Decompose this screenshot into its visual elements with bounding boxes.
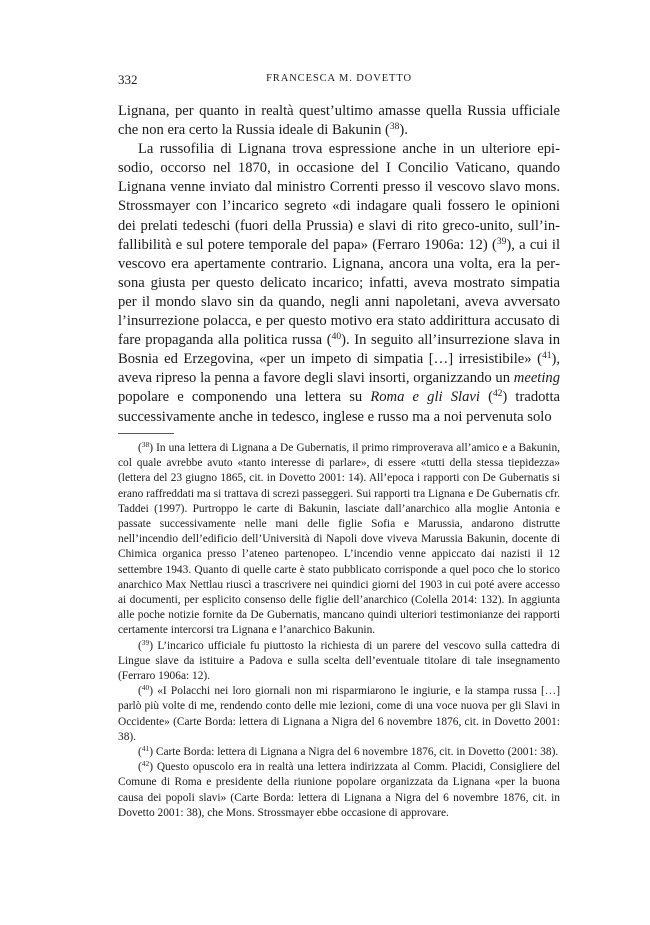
footnote-separator [118, 433, 174, 434]
running-head [118, 72, 560, 88]
footnote-39: ($^{39}$) L’incarico ufficiale fu piuttosto la richiesta di un parere del vescovo sulla cattedra di Lingue slave da istituire a Padova e sulla scelta dell’eventuale titolare di tale insegnamento (Ferraro 1906a: 12). [118, 637, 560, 683]
footnote-number: 38 [141, 439, 150, 449]
footnote-number: 39 [141, 637, 150, 647]
footnote-41: ($^{41}$) Carte Borda: lettera di Lignana a Nigra del 6 novembre 1876, cit. in Dovetto (2001: 38). [138, 744, 559, 759]
footnote-ref-38: 38 [389, 121, 400, 132]
running-title: FRANCESCA M. DOVETTO [266, 73, 412, 84]
paragraph-2: La russofilia di Lignana trova espressione anche in un ulteriore episodio, occorso nel 1870, in occasione del I Concilio Vaticano, quando Lignana venne inviato dal ministro Correnti presso il vescovo slavo mons. Strossmayer con l’incarico segreto «di indagare quali fossero le opinioni dei prelati tedeschi (fuori della Prussia) e slavi di rito greco-unito, sull’infallibilità e sul potere temporale del papa» (Ferraro 1906a: 12) ($^{39}$), a cui il vescovo era apertamente contrario. Lignana, ancora una volta, era la persona giusta per questo delicato incarico; infatti, aveva mostrato simpatia per il mondo slavo sin da quando, negli anni napoletani, aveva avversato l’insurrezione polacca, e per questo motivo era stato addirittura accusato di fare propaganda alla politica russa ($^{40}$). In seguito all’insurrezione slava in Bosnia ed Erzegovina, «per un impeto di simpatia […] irresistibile» ($^{41}$), aveva ripreso la penna a favore degli slavi insorti, organizzando un meeting popolare e componendo una lettera su Roma e gli Slavi ($^{42}$) tradotta successivamente anche in tedesco, inglese e russo ma a noi pervenuta solo [118, 141, 561, 425]
footnote-number: 40 [141, 683, 150, 693]
italic-title: Roma e gli Slavi [370, 389, 480, 406]
footnote-ref-42: 42 [492, 389, 503, 400]
footnote-42: ($^{42}$) Questo opuscolo era in realtà una lettera indirizzata al Comm. Placidi, Consigliere del Comune di Roma e presidente della riunione popolare organizzata da Lignana «per la buona causa dei popoli slavi» (Carte Borda: lettera di Lignana a Nigra del 6 novembre 1876, cit. in Dovetto 2001: 38), che Mons. Strossmayer ebbe occasione di approvare. [118, 759, 560, 819]
page-number: 332 [118, 72, 138, 87]
main-text [118, 102, 560, 427]
footnote-40: ($^{40}$) «I Polacchi nei loro giornali non mi risparmiarono le ingiurie, e la stampa russa […] parlò più volte di me, rendendo conto delle mie lezioni, come di una voce nuova per gli Slavi in Occidente» (Carte Borda: lettera di Lignana a Nigra del 6 novembre 1876, cit. in Dovetto 2001: 38). [118, 683, 560, 743]
footnotes [118, 441, 560, 821]
footnote-number: 41 [141, 744, 150, 753]
footnote-text: Carte Borda: lettera di Lignana a Nigra del 6 novembre 1876, cit. in Dovetto (2001: 38). [155, 746, 559, 759]
footnote-ref-39: 39 [496, 236, 507, 247]
footnote-38: ($^{38}$) In una lettera di Lignana a De Gubernatis, il primo rimproverava all’amico e a Bakunin, col quale avrebbe avuto «tanto interesse di parlare», di essere «tutti della stessa tiepidezza» (lettera del 23 giugno 1865, cit. in Dovetto 2001: 14). All’epoca i rapporti con De Gubernatis si erano raffreddati ma si trattava di screzi passeggeri. Sui rapporti tra Lignana e De Gubernatis cfr. Taddei (1997). Purtroppo le carte di Bakunin, lasciate dall’anarchico alla moglie Antonia e passate successivamente nelle mani delle figlie Sofia e Marussia, andarono distrutte nell’incendio dell’edificio dell’Università di Napoli dove viveva Marussia Bakunin, docente di Chimica organica presso l’ateneo partenopeo. L’incendio venne appiccato dai nazisti il 12 settembre 1943. Quanto di quelle carte è stato pubblicato corrisponde a quel poco che lo storico anarchico Max Nettlau riuscì a trascrivere nei quindici giorni del 1903 in cui poté avere accesso ai documenti, per esplicito consenso delle figlie dell’anarchico (Colella 2014: 132). In aggiunta alle poche notizie fornite da De Gubernatis, mancano quindi ulteriori testimonianze dei rapporti certamente intercorsi tra Lignana e l’anarchico Bakunin. [118, 439, 560, 637]
footnote-text: L’incarico ufficiale fu piuttosto la richiesta di un parere del vescovo sulla cattedra di Lingue slave da istituire a Padova e sulla scelta dell’eventuale titolare di tale insegnamento (Ferraro 1906a: 12). [118, 639, 560, 683]
footnote-text: In una lettera di Lignana a De Gubernatis, il primo rimproverava all’amico e a Bakunin, col quale avrebbe avuto «tanto interesse di parlare», di essere «tutti della stessa tiepidezza» (lettera del 23 giugno 1865, cit. in Dovetto 2001: 14). All’epoca i rapporti con De Gubernatis si erano raffreddati ma si trattava di screzi passeggeri. Sui rapporti tra Lignana e De Gubernatis cfr. Taddei (1997). Purtroppo le carte di Bakunin, lasciate dall’anarchico alla moglie Antonia e passate successivamente nelle mani delle figlie Sofia e Marussia, andarono distrutte nell’incendio dell’edificio dell’Università di Napoli dove viveva Marussia Bakunin, docente di Chimica organica presso l’ateneo partenopeo. L’incendio venne appiccato dai nazisti il 12 settembre 1943. Quanto di quelle carte è stato pubblicato corrisponde a quel poco che lo storico anarchico Max Nettlau riuscì a trascrivere nei quindici giorni del 1903 in cui poté avere accesso ai documenti, per esplicito consenso delle figlie dell’anarchico (Colella 2014: 132). In aggiunta alle poche notizie fornite da De Gubernatis, mancano quindi ulteriori testimonianze dei rapporti certamente intercorsi tra Lignana e l’anarchico Bakunin. [118, 442, 560, 637]
footnote-ref-41: 41 [542, 351, 552, 361]
footnote-text: Questo opuscolo era in realtà una lettera indirizzata al Comm. Placidi, Consigliere del Comune di Roma e presidente della riunione popolare organizzata da Lignana «per la buona causa dei popoli slavi» (Carte Borda: lettera di Lignana a Nigra del 6 novembre 1876, cit. in Dovetto 2001: 38), che Mons. Strossmayer ebbe occasione di approvare. [118, 761, 560, 819]
footnote-number: 42 [141, 759, 150, 769]
footnote-text: «I Polacchi nei loro giornali non mi risparmiarono le ingiurie, e la stampa russa […] parlò più volte di me, rendendo conto delle mie lezioni, come di una voce nuova per gli Slavi in Occidente» (Carte Borda: lettera di Lignana a Nigra del 6 novembre 1876, cit. in Dovetto 2001: 38). [118, 685, 560, 743]
italic-meeting: meeting [513, 370, 560, 387]
footnote-ref-40: 40 [331, 331, 342, 342]
paragraph-1: Lignana, per quanto in realtà quest’ultimo amasse quella Russia ufficiale che non era certo la Russia ideale di Bakunin ($^{38}$). [118, 103, 560, 139]
